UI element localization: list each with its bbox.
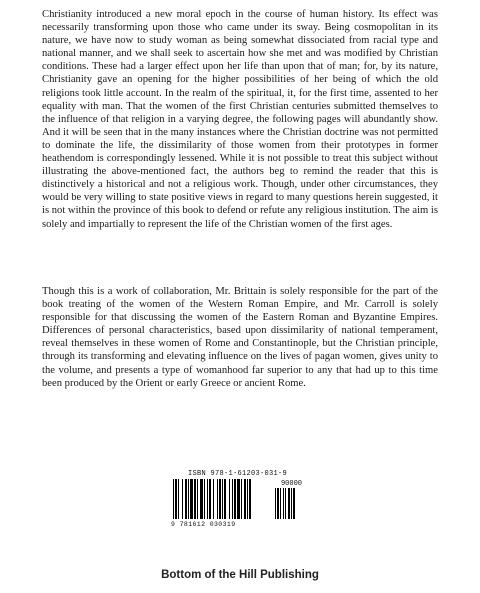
barcode-bar — [197, 479, 198, 519]
isbn-label: ISBN 978-1-61203-031-9 — [187, 470, 287, 478]
barcode-addon-bar — [277, 488, 279, 519]
barcode-addon-bar — [285, 488, 286, 519]
barcode-bar — [173, 479, 174, 519]
barcode-bar — [224, 479, 226, 519]
barcode-bar — [241, 479, 242, 519]
barcode-bar — [182, 479, 183, 519]
barcode-bar — [185, 479, 187, 519]
barcode-bar — [190, 479, 193, 519]
barcode-bar — [217, 479, 218, 519]
barcode-digits: 9 781612 030319 — [171, 521, 236, 528]
barcode-bar — [237, 479, 240, 519]
barcode-bar — [234, 479, 236, 519]
barcode-bar — [222, 479, 223, 519]
barcode-bar — [249, 479, 251, 519]
barcode-bar — [204, 479, 205, 519]
barcode-addon-bar — [288, 488, 290, 519]
barcode-bar — [229, 479, 230, 519]
description-paragraph-1: Christianity introduced a new moral epoch in the course of human history. Its effect was necessarily transforming upon those who came under its sway. Being cosmopolitan in its nature, we have now to study woman as being somewhat dissociated from racial type and national manner, and we shall seek to ascertain how she met and was modified by Christian conditions. These had a larger effect upon her life than upon that of man; for, by its nature, Christianity gave an opening for the higher possibilities of her being of which the old religions took little account. In the realm of the spiritual, it, for the first time, assented to her equality with man. That the women of the first Christian centuries submitted themselves to the influence of that religion in a varying degree, the following pages will abundantly show. And it will be seen that in the many instances where the Christian doctrine was not permitted to dominate the life, the dissimilarity of those women from their prototypes in former heathendom is correspondingly lessened. While it is not possible to treat this subject without illustrating the above-mentioned fact, the authors beg to remind the reader that this is distinctively a historical and not a religious work. Though, under other circumstances, they would be very willing to state positive views in regard to many questions herein suggested, it is not within the province of this book to defend or refute any religious institution. The aim is solely and impartially to represent the life of the Christian women of the first ages. — [42, 9, 438, 230]
barcode-bar — [188, 479, 189, 519]
description-paragraph-2: Though this is a work of collaboration, Mr. Brittain is solely responsible for the part of the book treating of the women of the Western Roman Empire, and Mr. Carroll is solely responsible for that discussing the women of the Eastern Roman and Byzantine Empires. Differences of personal characteristics, based upon dissimilarity of national temperament, reveal themselves in these women of Rome and Constantinople, but the Christian principle, through its transforming and elevating influence on the lives of pagan women, gives unity to the volume, and presents a type of womanhood far superior to any that had up to this time been produced by the Orient or early Greece or ancient Rome. — [42, 286, 438, 389]
price-code: 90000 — [280, 480, 302, 488]
barcode-addon-bar — [293, 488, 295, 519]
barcode-bar — [194, 479, 196, 519]
barcode-bar — [209, 479, 211, 519]
barcode-addon-bar — [275, 488, 276, 519]
barcode-addon-bar — [291, 488, 292, 519]
barcode-bar — [178, 479, 179, 519]
barcode-bar — [219, 479, 221, 519]
barcode-bar — [213, 479, 214, 519]
barcode-bar — [247, 479, 248, 519]
isbn-barcode — [171, 470, 304, 560]
barcode-bar — [244, 479, 246, 519]
publisher-name: Bottom of the Hill Publishing — [161, 569, 319, 581]
barcode-bar — [232, 479, 233, 519]
barcode-bar — [207, 479, 208, 519]
barcode-addon-bar — [283, 488, 284, 519]
barcode-bar — [175, 479, 177, 519]
barcode-bar — [200, 479, 203, 519]
barcode-addon-bar — [280, 488, 281, 519]
